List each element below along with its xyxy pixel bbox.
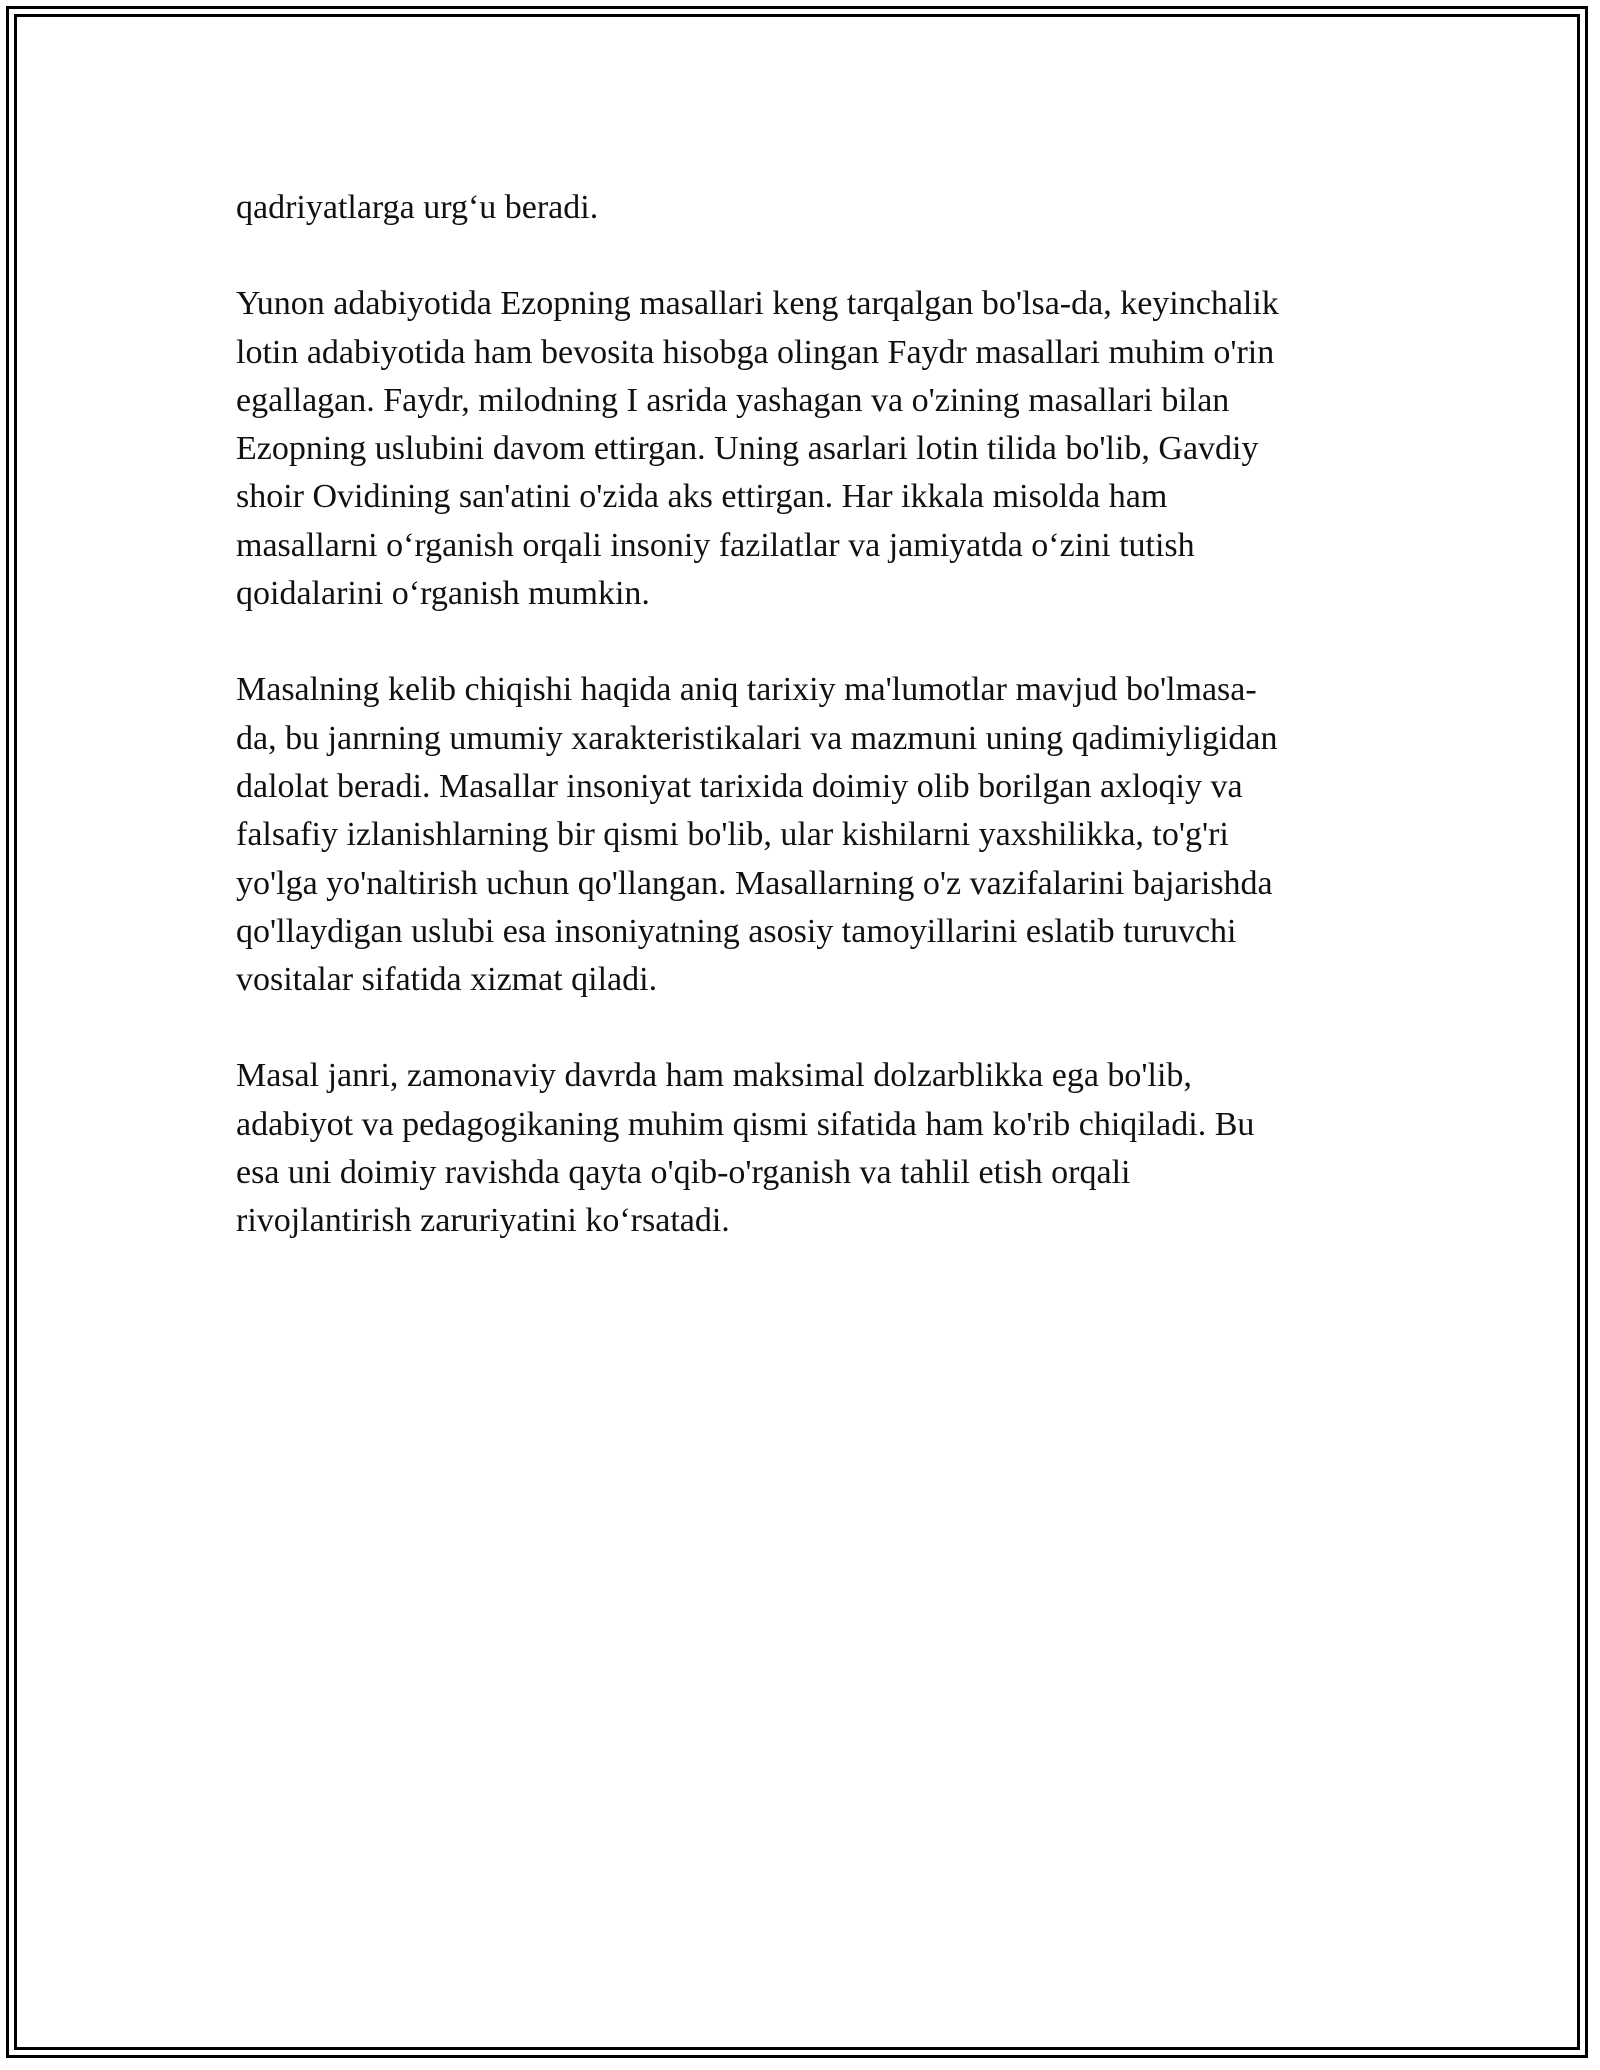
text-line: dalolat beradi. Masallar insoniyat tarixida doimiy olib borilgan axloqiy va xyxy=(236,767,1243,805)
text-line: lotin adabiyotida ham bevosita hisobga olingan Faydr masallari muhim o'rin xyxy=(236,333,1275,371)
text-line: qo'llaydigan uslubi esa insoniyatning asosiy tamoyillarini eslatib turuvchi xyxy=(236,912,1237,950)
paragraph-3 xyxy=(236,666,1386,1004)
paragraph-4 xyxy=(236,1052,1386,1245)
text-line: masallarni o‘rganish orqali insoniy fazilatlar va jamiyatda o‘zini tutish xyxy=(236,526,1195,564)
text-line: Masalning kelib chiqishi haqida aniq tarixiy ma'lumotlar mavjud bo'lmasa- xyxy=(236,671,1257,709)
text-line: vositalar sifatida xizmat qiladi. xyxy=(236,961,658,999)
paragraph-1 xyxy=(236,184,1386,232)
text-line: falsafiy izlanishlarning bir qismi bo'lib, ular kishilarni yaxshilikka, to'g'ri xyxy=(236,816,1229,854)
text-line: qadriyatlarga urg‘u beradi. xyxy=(236,189,599,226)
text-line: esa uni doimiy ravishda qayta o'qib-o'rganish va tahlil etish orqali xyxy=(236,1154,1131,1192)
text-line: adabiyot va pedagogikaning muhim qismi sifatida ham ko'rib chiqiladi. Bu xyxy=(236,1105,1255,1143)
paragraph-2 xyxy=(236,280,1386,618)
text-line: egallagan. Faydr, milodning I asrida yashagan va o'zining masallari bilan xyxy=(236,381,1230,419)
text-line: shoir Ovidining san'atini o'zida aks ettirgan. Har ikkala misolda ham xyxy=(236,478,1168,516)
text-line: qoidalarini o‘rganish mumkin. xyxy=(236,575,650,613)
text-line: rivojlantirish zaruriyatini ko‘rsatadi. xyxy=(236,1202,730,1240)
text-line: Ezopning uslubini davom ettirgan. Uning asarlari lotin tilida bo'lib, Gavdiy xyxy=(236,430,1259,468)
text-line: yo'lga yo'naltirish uchun qo'llangan. Masallarning o'z vazifalarini bajarishda xyxy=(236,864,1273,902)
text-line: da, bu janrning umumiy xarakteristikalari va mazmuni uning qadimiyligidan xyxy=(236,719,1278,757)
document-body xyxy=(236,184,1386,1294)
text-line: Yunon adabiyotida Ezopning masallari keng tarqalgan bo'lsa-da, keyinchalik xyxy=(236,285,1279,323)
text-line: Masal janri, zamonaviy davrda ham maksimal dolzarblikka ega bo'lib, xyxy=(236,1057,1192,1095)
